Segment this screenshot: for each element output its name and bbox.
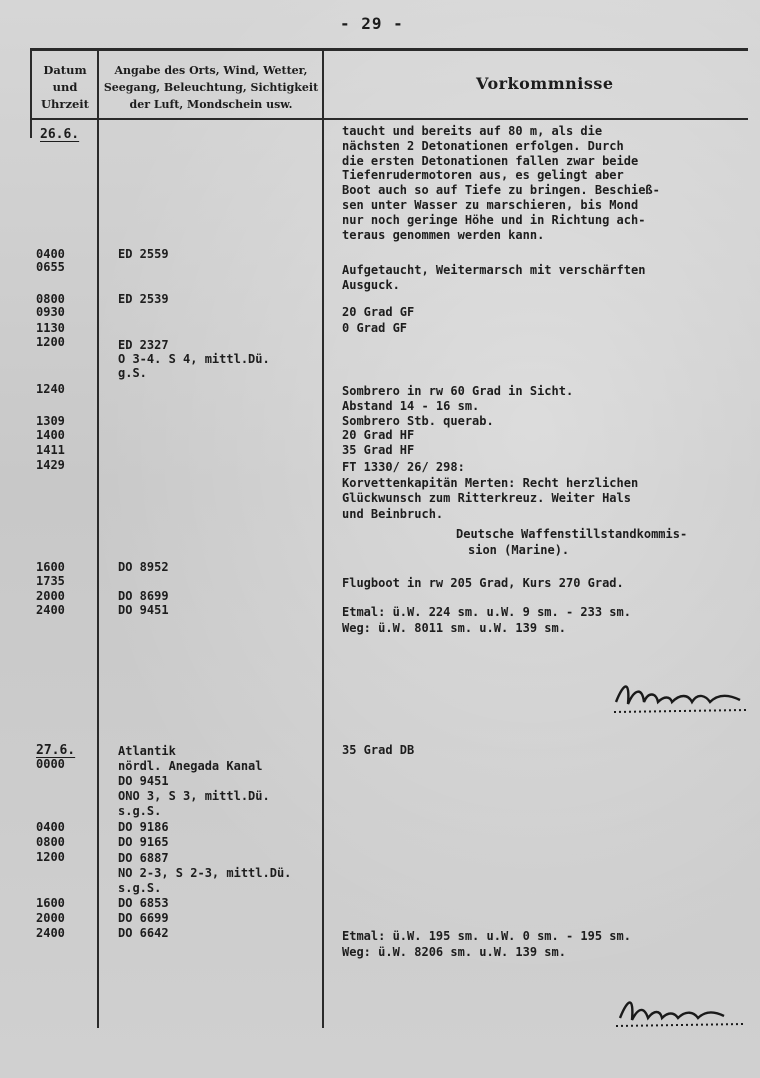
time-2000: 2000 <box>36 911 65 925</box>
header-date-line: und <box>52 80 78 94</box>
position-line: NO 2-3, S 2-3, mittl.Dü. <box>118 866 292 880</box>
event-1429 <box>342 460 638 522</box>
intro-line: Tiefenrudermotoren aus, es gelingt aber <box>342 168 624 183</box>
intro-line: die ersten Detonationen fallen zwar beide <box>342 153 639 168</box>
time-1240: 1240 <box>36 382 65 396</box>
position-line: Atlantik <box>118 744 176 758</box>
time-2000: 2000 <box>36 589 65 603</box>
time-1600: 1600 <box>36 560 65 574</box>
signoff <box>456 526 687 558</box>
signoff-line: sion (Marine). <box>468 543 570 557</box>
col-divider-1 <box>97 48 99 1028</box>
time-2400: 2400 <box>36 603 65 617</box>
time-1429: 1429 <box>36 458 65 472</box>
time-0400: 0400 <box>36 820 65 834</box>
header-place-line: Angabe des Orts, Wind, Wetter, <box>114 64 308 77</box>
position-1600: DO 6853 <box>118 896 169 910</box>
event-line: Abstand 14 - 16 sm. <box>342 399 480 413</box>
time-1735: 1735 <box>36 574 65 588</box>
time-0800: 0800 <box>36 292 65 306</box>
day1-intro <box>342 124 660 242</box>
intro-line: nur noch geringe Höhe und in Richtung ach- <box>342 212 646 227</box>
event-0655 <box>342 263 645 293</box>
event-1240 <box>342 384 573 414</box>
signature-icon <box>610 672 750 720</box>
position-2400: DO 6642 <box>118 926 169 940</box>
position-0800: DO 9165 <box>118 835 169 849</box>
time-1309: 1309 <box>36 414 65 428</box>
etmal-line: Weg: ü.W. 8011 sm. u.W. 139 sm. <box>342 620 566 635</box>
event-1411: 35 Grad HF <box>342 443 415 457</box>
position-line: nördl. Anegada Kanal <box>118 759 263 773</box>
time-1411: 1411 <box>36 443 65 457</box>
intro-line: sen unter Wasser zu marschieren, bis Mond <box>342 197 639 212</box>
position-line: ED 2327 <box>118 338 169 352</box>
position-0000 <box>118 744 270 819</box>
time-1600: 1600 <box>36 896 65 910</box>
time-0930: 0930 <box>36 305 65 319</box>
day2-date: 27.6. <box>36 743 76 758</box>
etmal-line: Weg: ü.W. 8206 sm. u.W. 139 sm. <box>342 944 566 959</box>
etmal-day2 <box>342 929 631 960</box>
event-0000: 35 Grad DB <box>342 743 415 757</box>
position-1600: DO 8952 <box>118 560 169 574</box>
time-1400: 1400 <box>36 428 65 442</box>
etmal-line: Etmal: ü.W. 195 sm. u.W. 0 sm. - 195 sm. <box>342 929 631 943</box>
time-1200: 1200 <box>36 335 65 349</box>
position-2400: DO 9451 <box>118 603 169 617</box>
time-0400: 0400 <box>36 247 65 261</box>
position-line: s.g.S. <box>118 881 162 895</box>
event-line: FT 1330/ 26/ 298: <box>342 460 465 474</box>
position-line: s.g.S. <box>118 804 162 818</box>
event-line: Glückwunsch zum Ritterkreuz. Weiter Hals <box>342 491 631 505</box>
time-1130: 1130 <box>36 321 65 335</box>
event-1735: Flugboot in rw 205 Grad, Kurs 270 Grad. <box>342 576 624 590</box>
position-2000: DO 6699 <box>118 911 169 925</box>
event-line: Sombrero in rw 60 Grad in Sicht. <box>342 384 574 398</box>
position-0400: ED 2559 <box>118 247 169 261</box>
signature-icon <box>612 990 752 1034</box>
event-0930: 20 Grad GF <box>342 305 415 319</box>
header-place <box>100 62 322 113</box>
time-0655: 0655 <box>36 260 65 274</box>
position-1200 <box>118 851 291 896</box>
position-line: O 3-4. S 4, mittl.Dü. <box>118 352 270 366</box>
position-line: DO 6887 <box>118 851 169 865</box>
event-1309: Sombrero Stb. querab. <box>342 414 494 428</box>
intro-line: taucht und bereits auf 80 m, als die <box>342 124 603 138</box>
page-number: - 29 - <box>340 14 404 33</box>
event-1400: 20 Grad HF <box>342 428 415 442</box>
intro-line: teraus genommen werden kann. <box>342 227 545 242</box>
day1-date: 26.6. <box>40 127 80 142</box>
header-date <box>32 62 98 113</box>
header-events: Vorkommnisse <box>476 74 614 93</box>
event-1130: 0 Grad GF <box>342 321 408 335</box>
header-date-line: Uhrzeit <box>41 97 89 111</box>
event-line: Korvettenkapitän Merten: Recht herzlichen <box>342 475 639 490</box>
header-place-line: Seegang, Beleuchtung, Sichtigkeit <box>103 81 319 94</box>
col-divider-2 <box>322 48 324 1028</box>
time-0000: 0000 <box>36 757 65 771</box>
signoff-line: Deutsche Waffenstillstandkommis- <box>456 527 688 541</box>
intro-line: Boot auch so auf Tiefe zu bringen. Beschieß- <box>342 183 660 198</box>
time-2400: 2400 <box>36 926 65 940</box>
top-rule <box>30 48 748 51</box>
position-2000: DO 8699 <box>118 589 169 603</box>
event-line: und Beinbruch. <box>342 506 444 521</box>
position-line: ONO 3, S 3, mittl.Dü. <box>118 789 270 803</box>
etmal-line: Etmal: ü.W. 224 sm. u.W. 9 sm. - 233 sm. <box>342 605 631 619</box>
event-line: Ausguck. <box>342 278 400 292</box>
position-0800: ED 2539 <box>118 292 169 306</box>
header-date-line: Datum <box>43 63 87 77</box>
event-line: Aufgetaucht, Weitermarsch mit verschärften <box>342 263 646 277</box>
etmal-day1 <box>342 605 631 636</box>
time-1200: 1200 <box>36 850 65 864</box>
intro-line: nächsten 2 Detonationen erfolgen. Durch <box>342 138 624 153</box>
position-1200 <box>118 338 270 380</box>
position-line: g.S. <box>118 366 147 380</box>
position-0400: DO 9186 <box>118 820 169 834</box>
header-place-line: der Luft, Mondschein usw. <box>129 98 293 111</box>
position-line: DO 9451 <box>118 774 169 788</box>
time-0800: 0800 <box>36 835 65 849</box>
header-bottom-rule <box>30 118 748 120</box>
